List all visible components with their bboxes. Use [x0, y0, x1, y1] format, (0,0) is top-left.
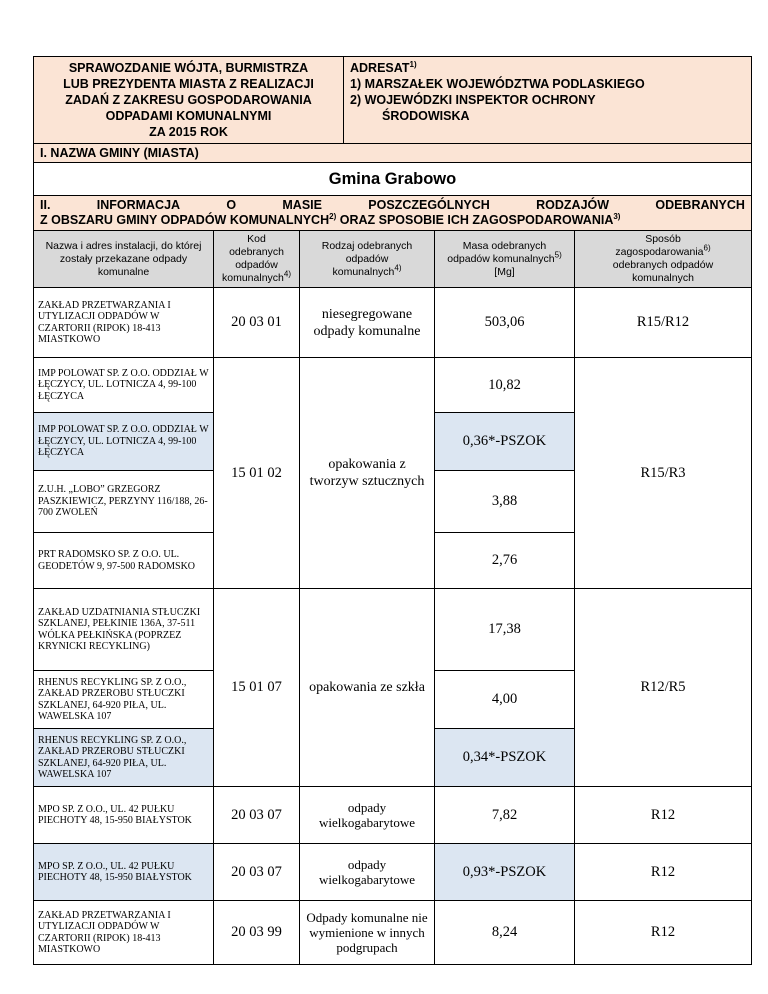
table-row [34, 787, 752, 844]
table-row [34, 358, 752, 413]
table-row [34, 589, 752, 671]
waste-mass: 4,00 [435, 671, 575, 729]
waste-mass: 10,82 [435, 358, 575, 413]
col-header-installation: Nazwa i adres instalacji, do której zostały przekazane odpady komunalne [34, 231, 214, 288]
addressee-label: ADRESAT$^{1)}$ [350, 59, 417, 75]
installation-address: IMP POLOWAT SP. Z O.O. ODDZIAŁ W ŁĘCZYCY, UL. LOTNICZA 4, 99-100 ŁĘCZYCA [34, 413, 214, 471]
addressee-block [344, 57, 752, 144]
waste-kind: odpady wielkogabarytowe [300, 844, 435, 901]
col-header-kind: Rodzaj odebranych odpadów komunalnych$^{4)}$ [300, 231, 435, 288]
waste-kind: Odpady komunalne nie wymienione w innych podgrupach [300, 901, 435, 965]
waste-code: 15 01 07 [214, 589, 300, 787]
waste-code: 20 03 07 [214, 844, 300, 901]
section-2-title: II. INFORMACJA O MASIE POSZCZEGÓLNYCH RODZAJÓW ODEBRANYCH Z OBSZARU GMINY ODPADÓW KOMUNALNYCH$^{2)}$ ORAZ SPOSOBIE ICH ZAGOSPODAROWANIA$^{3)}$ [34, 196, 752, 231]
installation-address: RHENUS RECYKLING SP. Z O.O., ZAKŁAD PRZEROBU STŁUCZKI SZKLANEJ, 64-920 PIŁA, UL. WAWELSKA 107 [34, 671, 214, 729]
waste-code: 20 03 07 [214, 787, 300, 844]
waste-kind: odpady wielkogabarytowe [300, 787, 435, 844]
gmina-name: Gmina Grabowo [34, 163, 752, 196]
waste-mass: 0,34*-PSZOK [435, 729, 575, 787]
addressee-2-cont: ŚRODOWISKA [382, 109, 470, 123]
report-sheet [33, 56, 751, 965]
installation-address: PRT RADOMSKO SP. Z O.O. UL. GEODETÓW 9, 97-500 RADOMSKO [34, 533, 214, 589]
report-header-table [33, 56, 752, 231]
report-title-line: SPRAWOZDANIE WÓJTA, BURMISTRZA [68, 61, 309, 75]
addressee-2: 2) WOJEWÓDZKI INSPEKTOR OCHRONY [350, 93, 596, 107]
section-1-title: I. NAZWA GMINY (MIASTA) [34, 144, 752, 163]
report-title [34, 57, 344, 144]
table-row [34, 288, 752, 358]
table-row [34, 844, 752, 901]
waste-mass: 7,82 [435, 787, 575, 844]
waste-method: R15/R12 [575, 288, 752, 358]
installation-address: ZAKŁAD UZDATNIANIA STŁUCZKI SZKLANEJ, PEŁKINIE 136A, 37-511 WÓLKA PEŁKIŃSKA (POPRZEZ KRYNICKI RECYKLING) [34, 589, 214, 671]
waste-mass: 3,88 [435, 471, 575, 533]
installation-address: MPO SP. Z O.O., UL. 42 PUŁKU PIECHOTY 48, 15-950 BIAŁYSTOK [34, 787, 214, 844]
waste-mass: 0,93*-PSZOK [435, 844, 575, 901]
waste-code: 20 03 01 [214, 288, 300, 358]
col-header-mass: Masa odebranych odpadów komunalnych$^{5)}$ [Mg] [435, 231, 575, 288]
report-title-line: ZADAŃ Z ZAKRESU GOSPODAROWANIA [65, 93, 312, 107]
waste-kind: opakowania z tworzyw sztucznych [300, 358, 435, 589]
waste-mass: 0,36*-PSZOK [435, 413, 575, 471]
installation-address: IMP POLOWAT SP. Z O.O. ODDZIAŁ W ŁĘCZYCY, UL. LOTNICZA 4, 99-100 ŁĘCZYCA [34, 358, 214, 413]
report-title-line: LUB PREZYDENTA MIASTA Z REALIZACJI [63, 77, 314, 91]
col-header-method: Sposób zagospodarowania$^{6)}$ odebranych odpadów komunalnych [575, 231, 752, 288]
waste-mass: 503,06 [435, 288, 575, 358]
waste-kind: opakowania ze szkła [300, 589, 435, 787]
installation-address: ZAKŁAD PRZETWARZANIA I UTYLIZACJI ODPADÓW W CZARTORII (RIPOK) 18-413 MIASTKOWO [34, 288, 214, 358]
waste-method: R12/R5 [575, 589, 752, 787]
waste-mass: 2,76 [435, 533, 575, 589]
waste-method: R12 [575, 844, 752, 901]
waste-code: 15 01 02 [214, 358, 300, 589]
waste-method: R15/R3 [575, 358, 752, 589]
report-title-line: ZA 2015 ROK [149, 125, 228, 139]
installation-address: ZAKŁAD PRZETWARZANIA I UTYLIZACJI ODPADÓW W CZARTORII (RIPOK) 18-413 MIASTKOWO [34, 901, 214, 965]
installation-address: Z.U.H. „LOBO” GRZEGORZ PASZKIEWICZ, PERZYNY 116/188, 26-700 ZWOLEŃ [34, 471, 214, 533]
waste-table [33, 230, 752, 965]
addressee-1: 1) MARSZAŁEK WOJEWÓDZTWA PODLASKIEGO [350, 77, 645, 91]
col-header-code: Kod odebranych odpadów komunalnych$^{4)}$ [214, 231, 300, 288]
installation-address: MPO SP. Z O.O., UL. 42 PUŁKU PIECHOTY 48, 15-950 BIAŁYSTOK [34, 844, 214, 901]
report-title-line: ODPADAMI KOMUNALNYMI [105, 109, 272, 123]
waste-method: R12 [575, 901, 752, 965]
installation-address: RHENUS RECYKLING SP. Z O.O., ZAKŁAD PRZEROBU STŁUCZKI SZKLANEJ, 64-920 PIŁA, UL. WAWELSKA 107 [34, 729, 214, 787]
waste-code: 20 03 99 [214, 901, 300, 965]
waste-mass: 17,38 [435, 589, 575, 671]
waste-kind: niesegregowane odpady komunalne [300, 288, 435, 358]
waste-mass: 8,24 [435, 901, 575, 965]
waste-method: R12 [575, 787, 752, 844]
table-row [34, 901, 752, 965]
